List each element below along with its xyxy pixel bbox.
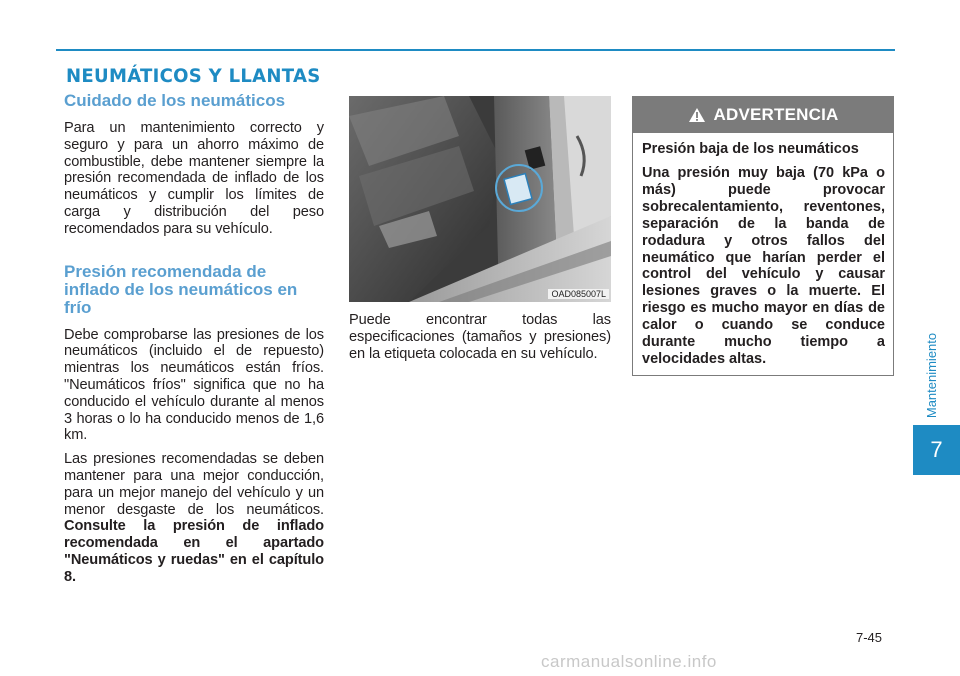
- chapter-side-label: [922, 325, 942, 425]
- paragraph-cold-tires: Debe comprobarse las presiones de los neumáticos (incluido el de repuesto) mientras los neumáticos están fríos. "Neumáticos fríos" significa que no ha conducido el vehículo durante al menos 3 horas o lo ha conducido menos de 1,6 km.: [64, 326, 324, 444]
- chapter-side-label-text: Mantenimiento: [924, 332, 940, 418]
- warning-header: [633, 97, 893, 133]
- figure-code: OAD085007L: [548, 289, 609, 299]
- door-pillar-illustration: [349, 96, 611, 302]
- chapter-tab: 7: [913, 425, 960, 475]
- paragraph-recommended-pressure-bold: Consulte la presión de inflado recomendada en el apartado "Neumáticos y ruedas" en el capítulo 8.: [64, 518, 324, 585]
- door-pillar-photo: [349, 96, 611, 302]
- warning-box: [632, 96, 894, 376]
- paragraph-recommended-pressure: [64, 451, 324, 585]
- left-column: [64, 92, 324, 593]
- warning-body: [633, 133, 893, 368]
- middle-column: [349, 312, 611, 369]
- warning-header-label: ADVERTENCIA: [713, 105, 839, 124]
- paragraph-recommended-pressure-plain: Las presiones recomendadas se deben mantener para una mejor conducción, para un mejor manejo del vehículo y un menor desgaste de los neumáticos.: [64, 451, 324, 518]
- paragraph-tire-care: Para un mantenimiento correcto y seguro y para un ahorro máximo de combustible, debe mantener siempre la presión recomendada de inflado de los neumáticos y cumplir los límites de carga y distribución del peso recomendados para su vehículo.: [64, 120, 324, 237]
- warning-triangle-icon: [688, 107, 706, 123]
- subhead-tire-care: Cuidado de los neumáticos: [64, 91, 286, 110]
- page-number: 7-45: [856, 630, 883, 645]
- section-title: NEUMÁTICOS Y LLANTAS: [66, 65, 321, 87]
- paragraph-label-location: Puede encontrar todas las especificaciones (tamaños y presiones) en la etiqueta colocada en su vehículo.: [349, 312, 611, 362]
- subhead-cold-pressure: Presión recomendada de inflado de los neumáticos en frío: [64, 261, 298, 317]
- warning-text: Una presión muy baja (70 kPa o más) puede provocar sobrecalentamiento, reventones, separación de la banda de rodadura y otros fallos del neumático que harían perder el control del vehículo y causar lesiones graves o la muerte. El riesgo es mucho mayor en días de calor o cuando se conduce durante mucho tiempo a velocidades altas.: [642, 165, 885, 367]
- watermark: carmanualsonline.info: [541, 652, 717, 671]
- top-rule: [56, 49, 895, 51]
- warning-title: Presión baja de los neumáticos: [642, 141, 859, 157]
